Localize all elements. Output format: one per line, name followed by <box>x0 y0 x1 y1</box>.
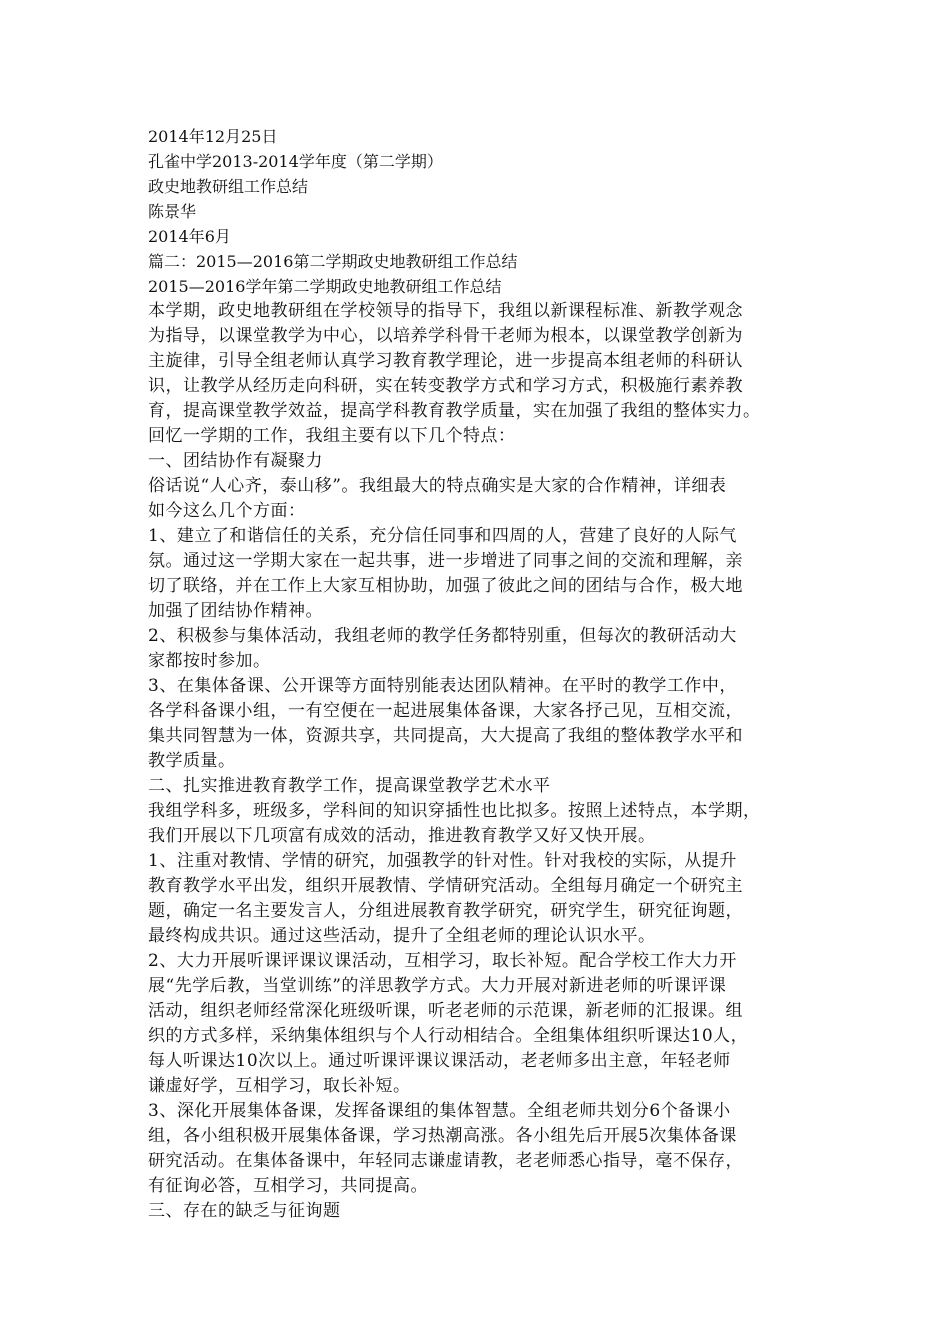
body-line: 谦虚好学，互相学习，取长补短。 <box>148 1076 411 1096</box>
body-line: 家都按时参加。 <box>148 651 271 671</box>
body-line: 3、在集体备课、公开课等方面特别能表达团队精神。在平时的教学工作中， <box>148 676 737 696</box>
body-line: 识，让教学从经历走向科研，实在转变教学方式和学习方式，积极施行素养教 <box>148 376 743 396</box>
body-line: 1、注重对教情、学情的研究，加强教学的针对性。针对我校的实际，从提升 <box>148 851 737 871</box>
body-line: 为指导，以课堂教学为中心，以培养学科骨干老师为根本，以课堂教学创新为 <box>148 326 743 346</box>
body-line: 最终构成共识。通过这些活动，提升了全组老师的理论认识水平。 <box>148 926 656 946</box>
body-line: 集共同智慧为一体，资源共享，共同提高，大大提高了我组的整体教学水平和 <box>148 726 743 746</box>
body-line: 加强了团结协作精神。 <box>148 601 323 621</box>
body-line: 回忆一学期的工作，我组主要有以下几个特点： <box>148 426 516 446</box>
body-line: 俗话说“人心齐，泰山移”。我组最大的特点确实是大家的合作精神，详细表 <box>148 476 727 496</box>
section-heading-line: 篇二：2015—2016第二学期政史地教研组工作总结 <box>148 252 518 271</box>
body-line: 如今这么几个方面： <box>148 501 306 521</box>
body-line: 我组学科多，班级多，学科间的知识穿插性也比拟多。按照上述特点，本学期， <box>148 801 761 821</box>
date-line: 2014年12月25日 <box>148 127 278 146</box>
body-line: 2、积极参与集体活动，我组老师的教学任务都特别重，但每次的教研活动大 <box>148 626 737 646</box>
body-text <box>148 299 818 1224</box>
body-line: 1、建立了和谐信任的关系，充分信任同事和四周的人，营建了良好的人际气 <box>148 526 737 546</box>
body-line: 主旋律，引导全组老师认真学习教育教学理论，进一步提高本组老师的科研认 <box>148 351 743 371</box>
body-line: 教育教学水平出发，组织开展教情、学情研究活动。全组每月确定一个研究主 <box>148 876 743 896</box>
body-line: 组，各小组积极开展集体备课，学习热潮高涨。各小组先后开展5次集体备课 <box>148 1126 737 1146</box>
author-line: 陈景华 <box>148 202 197 221</box>
body-line: 各学科备课小组，一有空便在一起进展集体备课，大家各抒己见，互相交流， <box>148 701 743 721</box>
body-line: 题，确定一名主要发言人，分组进展教育教学研究，研究学生，研究征询题， <box>148 901 743 921</box>
report-date-line: 2014年6月 <box>148 227 231 246</box>
subtitle-line: 2015—2016学年第二学期政史地教研组工作总结 <box>148 277 502 296</box>
body-line: 本学期，政史地教研组在学校领导的指导下，我组以新课程标准、新教学观念 <box>148 301 743 321</box>
body-line: 一、团结协作有凝聚力 <box>148 451 323 471</box>
body-line: 育，提高课堂教学效益，提高学科教育教学质量，实在加强了我组的整体实力。 <box>148 401 761 421</box>
body-line: 二、扎实推进教育教学工作，提高课堂教学艺术水平 <box>148 776 551 796</box>
body-line: 活动，组织老师经常深化班级听课，听老老师的示范课，新老师的汇报课。组 <box>148 1001 743 1021</box>
body-line: 3、深化开展集体备课，发挥备课组的集体智慧。全组老师共划分6个备课小 <box>148 1101 731 1121</box>
body-line: 三、存在的缺乏与征询题 <box>148 1201 341 1221</box>
body-line: 我们开展以下几项富有成效的活动，推进教育教学又好又快开展。 <box>148 826 656 846</box>
body-line: 2、大力开展听课评课议课活动，互相学习，取长补短。配合学校工作大力开 <box>148 951 737 971</box>
body-line: 研究活动。在集体备课中，年轻同志谦虚请教，老老师悉心指导，毫不保存， <box>148 1151 743 1171</box>
body-line: 每人听课达10次以上。通过听课评课议课活动，老老师多出主意，年轻老师 <box>148 1051 731 1071</box>
school-term-line: 孔雀中学2013-2014学年度（第二学期） <box>148 152 443 171</box>
report-title-line: 政史地教研组工作总结 <box>148 177 309 196</box>
body-line: 教学质量。 <box>148 751 236 771</box>
body-line: 织的方式多样，采纳集体组织与个人行动相结合。全组集体组织听课达10人， <box>148 1026 749 1046</box>
body-line: 氛。通过这一学期大家在一起共事，进一步增进了同事之间的交流和理解，亲 <box>148 551 743 571</box>
document-page <box>148 124 818 1224</box>
body-line: 展“先学后教，当堂训练”的洋思教学方式。大力开展对新进老师的听课评课 <box>148 976 727 996</box>
body-line: 有征询必答，互相学习，共同提高。 <box>148 1176 428 1196</box>
body-line: 切了联络，并在工作上大家互相协助，加强了彼此之间的团结与合作，极大地 <box>148 576 743 596</box>
